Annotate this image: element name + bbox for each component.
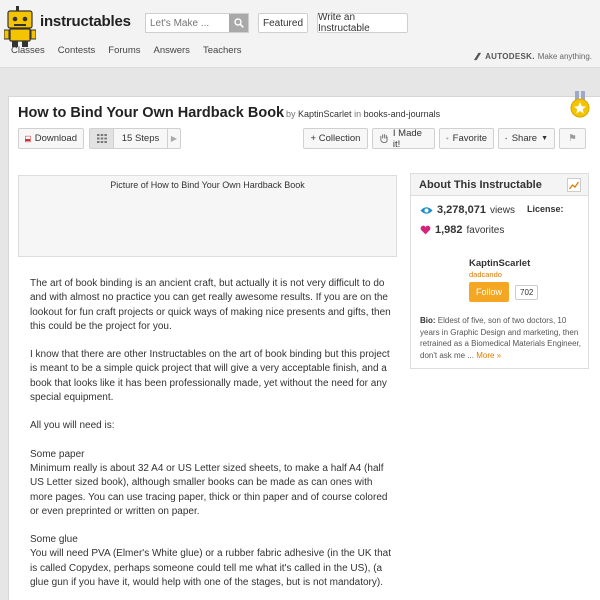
sidebar-heading-text: About This Instructable [419,178,542,191]
featured-button[interactable]: Featured [258,13,308,33]
main-picture[interactable] [18,175,397,257]
followers-count: 702 [515,285,538,300]
brand-name[interactable]: instructables [40,13,131,30]
flag-button[interactable]: ⚑ [559,128,586,149]
search-icon [234,18,244,28]
paragraph: I know that there are other Instructables on the art of book binding but this project is meant to be a simple quick project that will give a very acceptable finish, and a book that looks like it has been professionally made, yet without the need for any special equipment. [30,349,390,404]
nav-classes[interactable]: Classes [11,45,45,56]
pdf-icon [25,133,31,145]
share-button[interactable] [498,128,555,149]
author-name[interactable]: KaptinScarlet [469,258,531,269]
byline-category-link[interactable]: books-and-journals [363,109,441,119]
picture-caption: Picture of How to Bind Your Own Hardback Book [110,180,305,190]
featured-medal-icon [569,91,591,119]
favorite-button[interactable] [439,128,494,149]
bio-more-link[interactable]: More » [476,350,502,360]
share-label: Share [511,133,538,144]
search-button[interactable] [229,14,248,32]
bio-text: Eldest of five, son of two doctors, 10 years in Graphic Design and marketing, then retrained as a Biomedical Materials Engineer, don't ask me ... [420,316,581,360]
paragraph: The art of book binding is an ancient craft, but actually it is not very difficult to do and with almost no practice you can get really awesome results. If you are on the lookout for fun craft projects or quick ways of making nice presents and gifts, then this could be the project for you. [30,278,391,332]
nav-contests[interactable]: Contests [57,45,96,56]
nav-forums[interactable]: Forums [108,45,141,56]
download-label: Download [34,133,77,144]
made-it-button[interactable] [372,128,435,149]
write-instructable-button[interactable]: Write an Instructable [317,13,408,33]
heart-icon [420,225,431,235]
sidebar-heading [411,174,588,196]
byline-author-link[interactable]: KaptinScarlet [298,109,352,119]
byline [286,109,440,119]
steps-selector[interactable] [89,128,181,149]
autodesk-logo-icon [473,52,482,61]
autodesk-wordmark: AUTODESK. [485,52,535,61]
item-title: Some paper [30,448,85,460]
author-bio [420,315,584,361]
hand-icon [379,133,389,144]
author-handle[interactable]: dadcando [469,270,502,279]
search-box [145,13,249,33]
autodesk-tagline: Make anything. [537,52,592,61]
views-count: 3,278,071 [437,204,486,216]
byline-in: in [354,109,362,119]
heart-icon [446,134,449,143]
favorites-label: favorites [466,224,505,236]
item-description: Minimum really is about 32 A4 or US Letter sized sheets, to make a half A4 (half US Letter sized book), although smaller books can be made as can ones with more pages. You can use tracing paper, thick or thin paper and of course colored or even preprinted or written on paper. [30,462,388,517]
avatar[interactable] [420,258,464,302]
bio-label: Bio: [420,316,436,325]
follow-button[interactable]: Follow [469,282,509,302]
eye-icon [420,206,433,215]
grid-icon [90,129,114,148]
paragraph: All you will need is: [30,420,115,432]
license-label: License: [527,204,564,214]
steps-label: 15 Steps [114,129,168,148]
add-collection-button[interactable]: + Collection [303,128,368,149]
intro-text [30,277,392,600]
instructables-robot-logo-icon[interactable] [4,6,36,48]
item-title: Some glue [30,534,78,546]
megaphone-icon [505,134,508,143]
top-header [0,0,600,68]
download-button[interactable] [18,128,84,149]
instructable-card [8,96,600,600]
search-input[interactable] [146,14,229,32]
made-it-label: I Made it! [392,127,422,150]
nav-teachers[interactable]: Teachers [202,45,242,56]
views-stat [420,204,515,216]
views-label: views [489,204,515,216]
favorites-count: 1,982 [435,224,463,236]
main-nav [11,45,242,56]
favorites-stat [420,224,504,236]
autodesk-badge[interactable] [473,52,592,61]
byline-by: by [286,109,296,119]
favorite-label: Favorite [452,133,487,144]
about-sidebar [410,173,589,369]
item-description: You will need PVA (Elmer's White glue) or a rubber fabric adhesive (in the UK that is called Copydex, perhaps someone could tell me what it's called in the US), (a glue gun if you have it, would help with one of the stages, but is not mandatory). [30,548,391,589]
page-title: How to Bind Your Own Hardback Book [18,105,285,121]
stats-chart-icon[interactable] [567,178,581,192]
chevron-right-icon[interactable]: ▶ [170,134,178,143]
chevron-down-icon: ▼ [541,135,548,142]
nav-answers[interactable]: Answers [153,45,190,56]
